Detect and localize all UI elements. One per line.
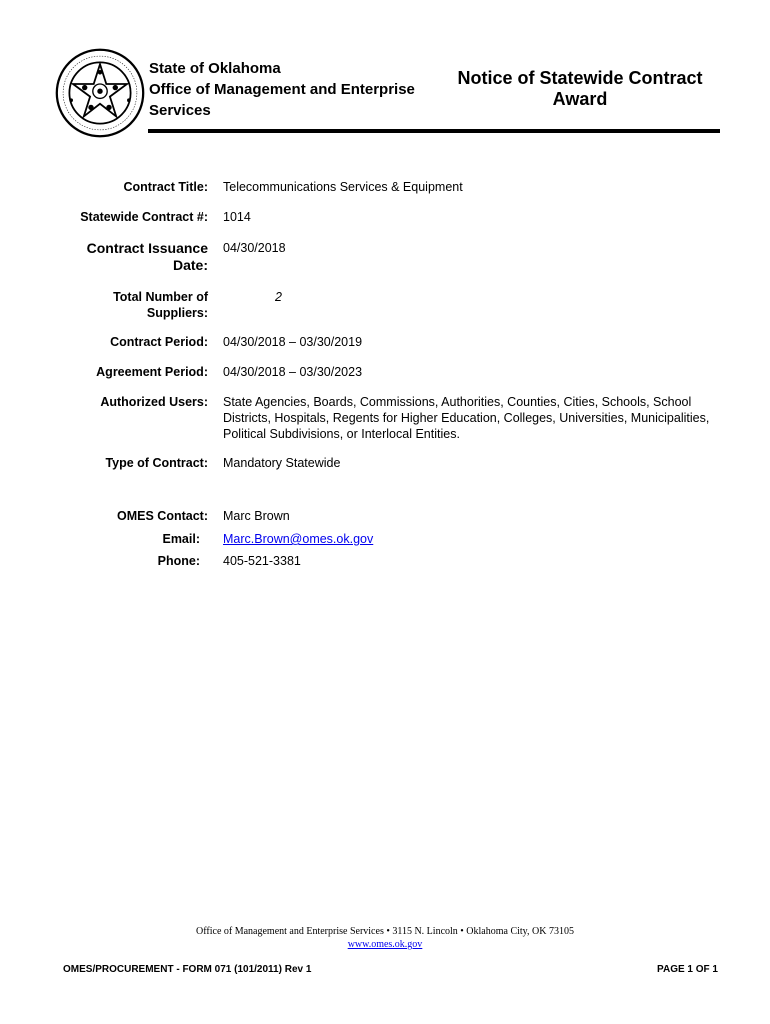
agreement-period-value: 04/30/2018 – 03/30/2023 [223, 365, 363, 379]
issuance-label-line-1: Contract Issuance [86, 240, 208, 256]
omes-contact-label: OMES Contact: [117, 509, 208, 523]
org-line-2: Office of Management and Enterprise [149, 81, 415, 98]
phone-value: 405-521-3381 [223, 554, 301, 568]
statewide-contract-value: 1014 [223, 210, 251, 224]
suppliers-label-line-1: Total Number of [113, 290, 208, 304]
contract-title-value: Telecommunications Services & Equipment [223, 180, 463, 194]
footer-address-block [0, 925, 770, 951]
issuance-date-label [87, 240, 208, 274]
agreement-period-label: Agreement Period: [96, 365, 208, 379]
phone-label: Phone: [157, 554, 200, 568]
suppliers-value: 2 [275, 290, 282, 304]
type-of-contract-value: Mandatory Statewide [223, 456, 341, 470]
contract-period-label: Contract Period: [110, 335, 208, 349]
email-label: Email: [162, 532, 200, 546]
authorized-users-line-1: State Agencies, Boards, Commissions, Authorities, Counties, Cities, Schools, School [223, 395, 692, 409]
title-line-2: Award [552, 89, 608, 109]
authorized-users-value [223, 394, 733, 442]
footer-website-link[interactable]: www.omes.ok.gov [347, 939, 423, 950]
contract-period-value: 04/30/2018 – 03/30/2019 [223, 335, 363, 349]
organization-name [149, 58, 434, 121]
omes-contact-value: Marc Brown [223, 509, 290, 523]
org-line-1: State of Oklahoma [149, 60, 281, 77]
page-title [440, 68, 720, 110]
suppliers-label-line-2: Suppliers: [146, 306, 208, 320]
authorized-users-line-2: Districts, Hospitals, Regents for Higher Education, Colleges, Universities, Municipalities, [223, 411, 710, 425]
contract-title-label: Contract Title: [123, 180, 208, 194]
title-line-1: Notice of Statewide Contract [457, 68, 703, 88]
statewide-contract-label: Statewide Contract #: [80, 210, 208, 224]
email-link[interactable]: Marc.Brown@omes.ok.gov [223, 532, 374, 546]
suppliers-label [113, 289, 208, 321]
header-divider [148, 129, 720, 133]
authorized-users-label: Authorized Users: [100, 395, 208, 409]
footer-address: Office of Management and Enterprise Services • 3115 N. Lincoln • Oklahoma City, OK 73105 [196, 926, 574, 937]
page-number: PAGE 1 OF 1 [657, 964, 718, 975]
issuance-date-value: 04/30/2018 [223, 241, 286, 255]
type-of-contract-label: Type of Contract: [105, 456, 208, 470]
state-seal-icon [55, 48, 145, 138]
form-identifier: OMES/PROCUREMENT - FORM 071 (101/2011) Rev 1 [63, 964, 312, 975]
authorized-users-line-3: Political Subdivisions, or Interlocal Entities. [223, 427, 460, 441]
issuance-label-line-2: Date: [172, 257, 208, 273]
org-line-3: Services [149, 102, 211, 119]
